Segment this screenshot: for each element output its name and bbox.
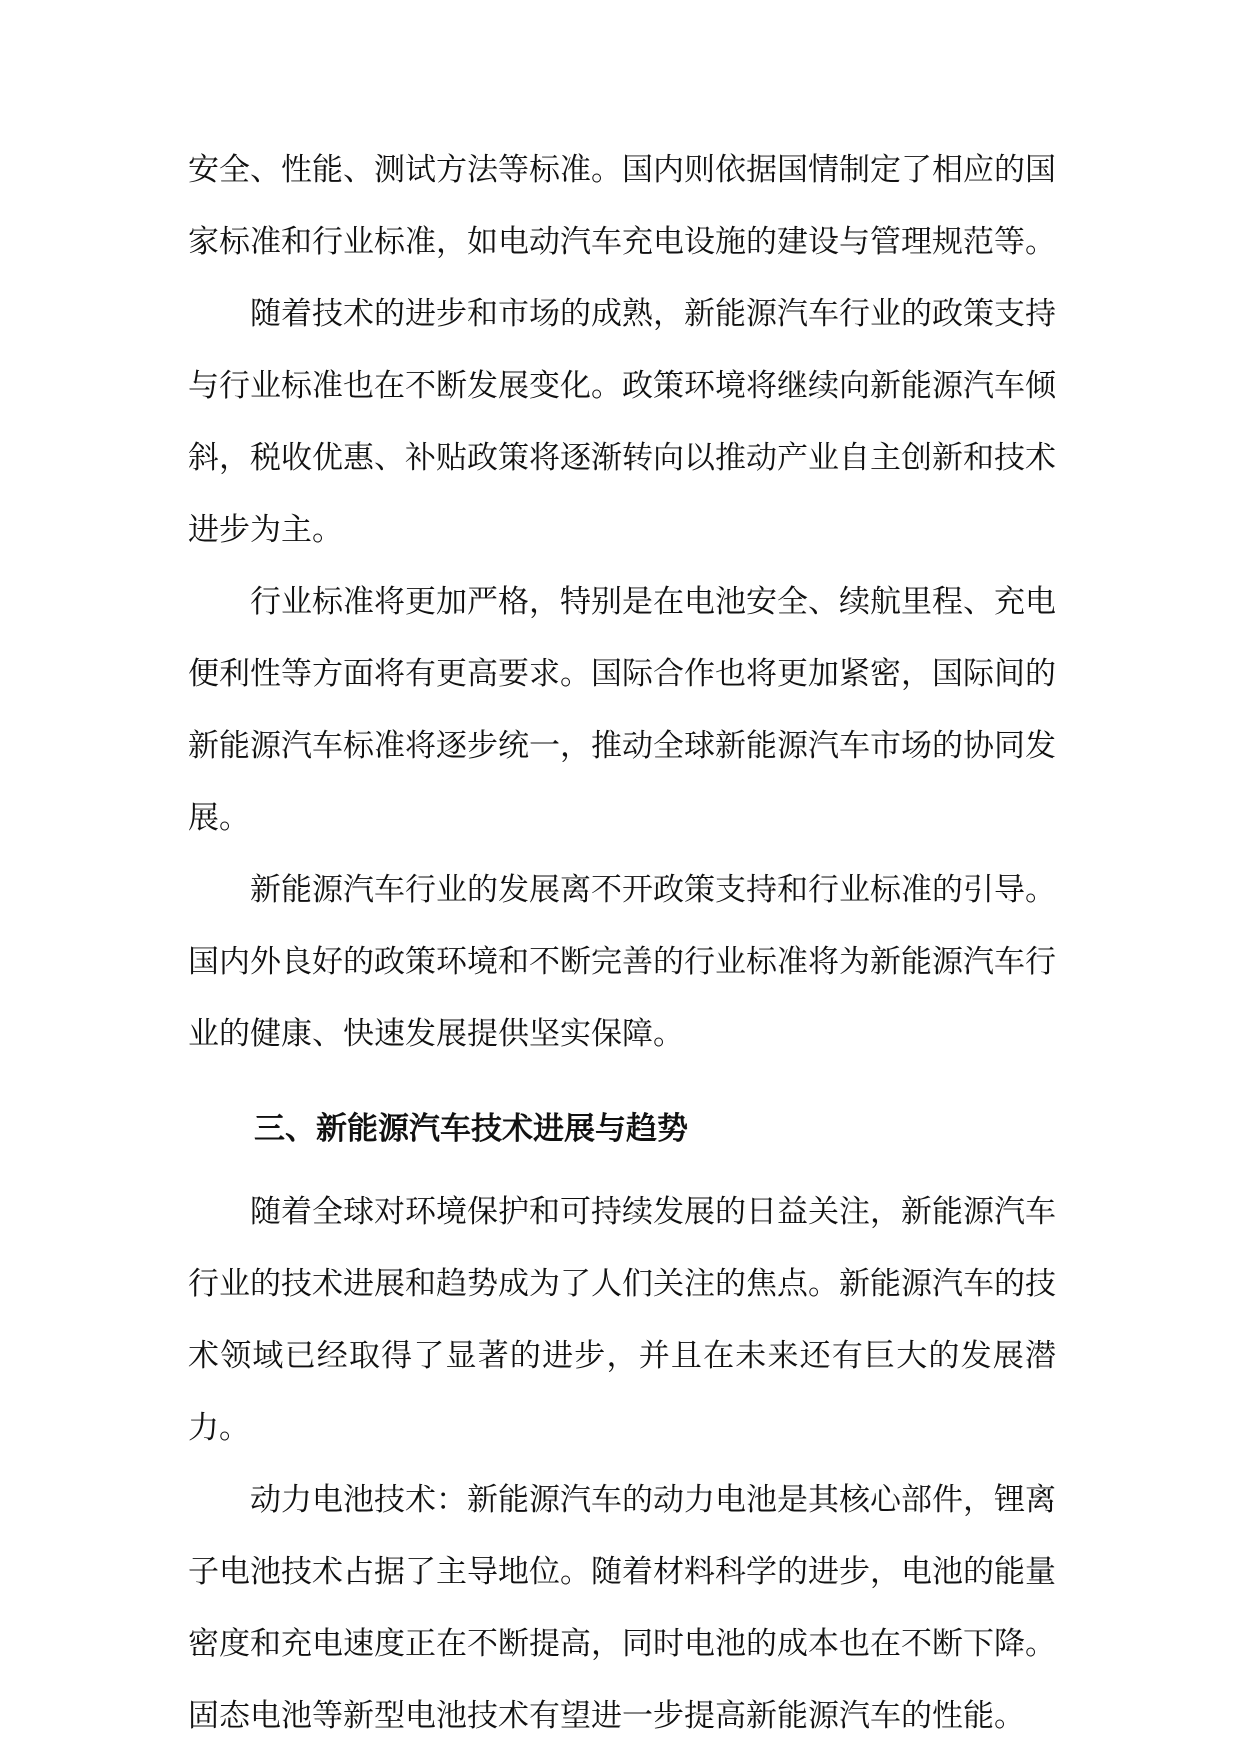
paragraph-policy-trend: 随着技术的进步和市场的成熟，新能源汽车行业的政策支持与行业标准也在不断发展变化。政策环境将继续向新能源汽车倾斜，税收优惠、补贴政策将逐渐转向以推动产业自主创新和技术进步为主。 bbox=[188, 296, 1056, 548]
paragraph-tech-intro: 随着全球对环境保护和可持续发展的日益关注，新能源汽车行业的技术进展和趋势成为了人们关注的焦点。新能源汽车的技术领域已经取得了显著的进步，并且在未来还有巨大的发展潜力。 bbox=[188, 1194, 1056, 1446]
paragraph-standards: 行业标准将更加严格，特别是在电池安全、续航里程、充电便利性等方面将有更高要求。国际合作也将更加紧密，国际间的新能源汽车标准将逐步统一，推动全球新能源汽车市场的协同发展。 bbox=[188, 584, 1056, 836]
page-body bbox=[188, 134, 1056, 1752]
paragraph-summary: 新能源汽车行业的发展离不开政策支持和行业标准的引导。国内外良好的政策环境和不断完善的行业标准将为新能源汽车行业的健康、快速发展提供坚实保障。 bbox=[188, 872, 1056, 1052]
paragraph-continued: 安全、性能、测试方法等标准。国内则依据国情制定了相应的国家标准和行业标准，如电动汽车充电设施的建设与管理规范等。 bbox=[188, 152, 1056, 260]
paragraph-battery-tech: 动力电池技术：新能源汽车的动力电池是其核心部件，锂离子电池技术占据了主导地位。随着材料科学的进步，电池的能量密度和充电速度正在不断提高，同时电池的成本也在不断下降。固态电池等新型电池技术有望进一步提高新能源汽车的性能。 bbox=[188, 1482, 1056, 1734]
section-heading: 三、新能源汽车技术进展与趋势 bbox=[254, 1111, 688, 1147]
